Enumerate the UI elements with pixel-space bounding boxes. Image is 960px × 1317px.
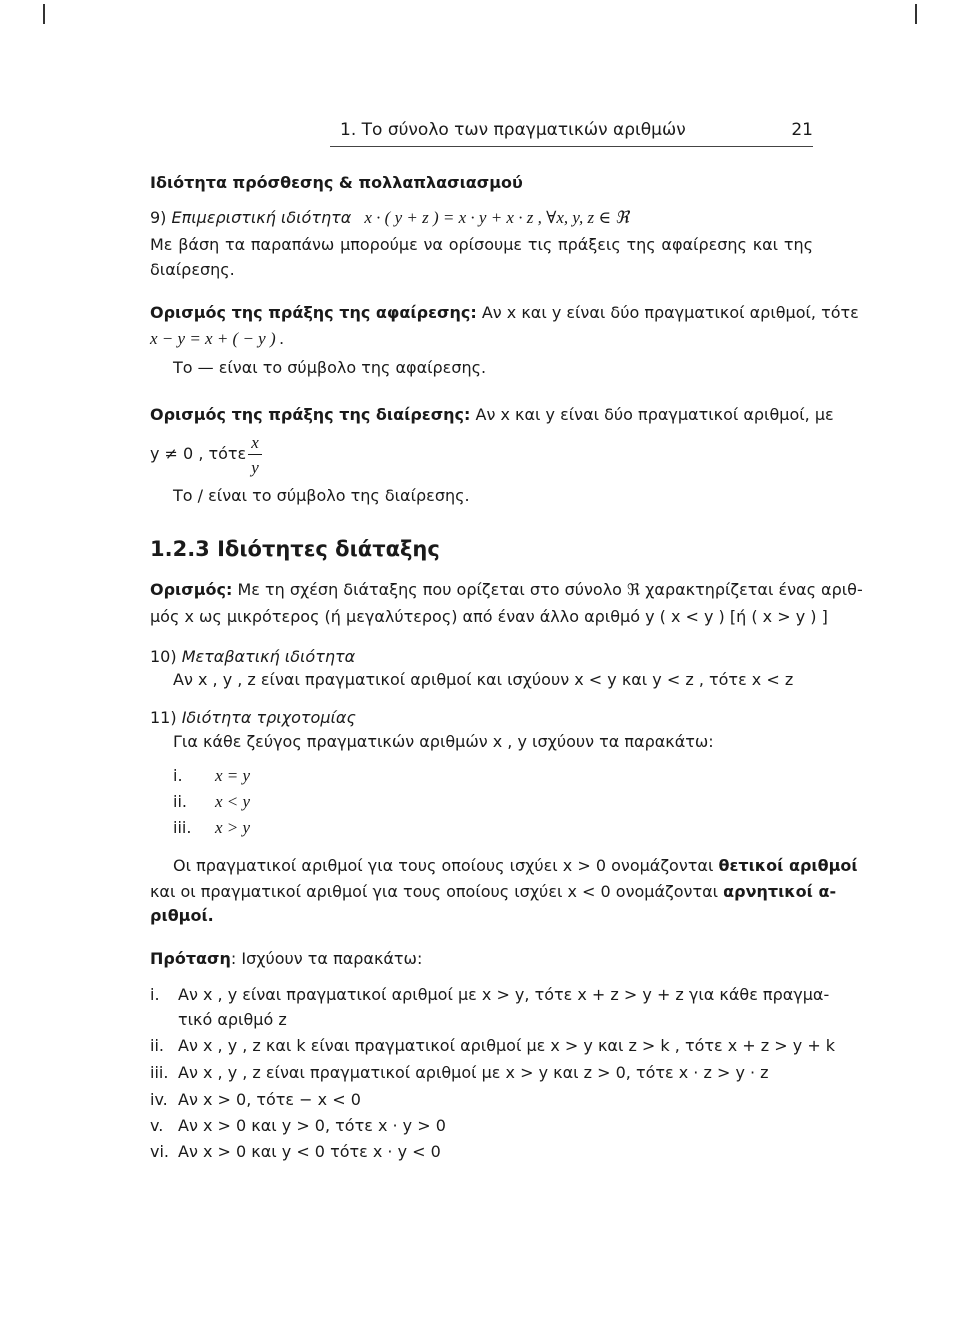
property-name: Επιμεριστική ιδιότητα	[171, 208, 352, 227]
list-item	[173, 766, 250, 786]
item-text: Αν x , y , z είναι πραγματικοί αριθμοί με x > y και z > 0, τότε x · z > y · z	[178, 1063, 769, 1082]
definition-term: Ορισμός της πράξης της διαίρεσης:	[150, 405, 471, 424]
item-text: Αν x , y , z και k είναι πραγματικοί αριθμοί με x > y και z > k , τότε x + z > y + k	[178, 1036, 836, 1055]
item-expression: x < y	[215, 792, 251, 811]
definition-text: Αν x και y είναι δύο πραγματικοί αριθμοί, με	[475, 405, 834, 424]
fraction-bar	[248, 454, 262, 455]
property-name: Μεταβατική ιδιότητα	[181, 647, 356, 666]
subtraction-note: Το — είναι το σύμβολο της αφαίρεσης.	[173, 358, 487, 377]
positive-numbers-line	[173, 856, 858, 875]
sentence-text: Οι πραγματικοί αριθμοί για τους οποίους ισχύει x > 0 ονομάζονται	[173, 856, 719, 875]
item-label: iv.	[150, 1090, 168, 1109]
item-label: i.	[150, 985, 160, 1004]
distributive-formula: x · ( y + z ) = x · y + x · z , ∀x, y, z ∈ ℜ	[364, 208, 630, 227]
property-10	[150, 647, 355, 666]
crop-marks	[0, 0, 960, 60]
definition-term: Ορισμός της πράξης της αφαίρεσης:	[150, 303, 477, 322]
subheading: Ιδιότητα πρόσθεσης & πολλαπλασιασμού	[150, 173, 523, 192]
item-number: 9)	[150, 208, 167, 227]
item-number: 11)	[150, 708, 177, 727]
fraction-numerator: x	[251, 433, 259, 452]
definition-text: Με τη σχέση διάταξης που ορίζεται στο σύνολο ℜ χαρακτηρίζεται ένας αριθ-	[237, 580, 863, 599]
item-label: ii.	[150, 1036, 164, 1055]
proposition-item-cont: τικό αριθμό z	[178, 1010, 287, 1029]
proposition-item	[150, 1063, 769, 1082]
proposition-item	[150, 1090, 361, 1109]
order-definition	[150, 580, 863, 599]
section-heading: 1.2.3 Ιδιότητες διάταξης	[150, 537, 440, 561]
item-label: ii.	[173, 792, 187, 811]
item-text: Αν x > 0 και y > 0, τότε x · y > 0	[178, 1116, 446, 1135]
subtraction-definition	[150, 303, 859, 322]
division-definition	[150, 405, 834, 424]
proposition-item	[150, 1142, 441, 1161]
paragraph-line: διαίρεσης.	[150, 260, 235, 279]
division-condition: y ≠ 0 , τότε	[150, 444, 247, 463]
item-label: iii.	[173, 818, 192, 837]
item-text: Αν x > 0, τότε − x < 0	[178, 1090, 361, 1109]
header-rule	[330, 146, 813, 147]
item-text: Αν x > 0 και y < 0 τότε x · y < 0	[178, 1142, 441, 1161]
proposition-item	[150, 985, 829, 1004]
proposition-item	[150, 1036, 835, 1055]
item-expression: x > y	[215, 818, 251, 837]
list-item	[173, 792, 250, 812]
trichotomy-statement: Για κάθε ζεύγος πραγματικών αριθμών x , y ισχύουν τα παρακάτω:	[173, 732, 714, 751]
proposition-item	[150, 1116, 446, 1135]
property-9	[150, 208, 629, 228]
running-header	[340, 120, 813, 140]
definition-text: Αν x και y είναι δύο πραγματικοί αριθμοί, τότε	[481, 303, 859, 322]
list-item	[173, 818, 250, 838]
definition-term: Ορισμός:	[150, 580, 233, 599]
item-label: vi.	[150, 1142, 169, 1161]
proposition-term: Πρόταση	[150, 949, 231, 968]
transitive-statement: Αν x , y , z είναι πραγματικοί αριθμοί και ισχύουν x < y και y < z , τότε x < z	[173, 670, 794, 689]
page-number: 21	[791, 120, 813, 140]
item-number: 10)	[150, 647, 177, 666]
bold-term: αρνητικοί α-	[723, 882, 837, 901]
fraction-denominator: y	[251, 458, 259, 477]
item-label: i.	[173, 766, 183, 785]
chapter-title: 1. Το σύνολο των πραγματικών αριθμών	[340, 120, 686, 140]
property-11	[150, 708, 356, 727]
item-expression: x = y	[215, 766, 251, 785]
order-definition-cont: μός x ως μικρότερος (ή μεγαλύτερος) από έναν άλλο αριθμό y ( x < y ) [ή ( x > y ) ]	[150, 607, 828, 626]
bold-term: θετικοί αριθμοί	[718, 856, 858, 875]
sentence-text: και οι πραγματικοί αριθμοί για τους οποίους ισχύει x < 0 ονομάζονται	[150, 882, 724, 901]
item-label: v.	[150, 1116, 164, 1135]
division-note: Το / είναι το σύμβολο της διαίρεσης.	[173, 486, 470, 505]
division-fraction	[248, 433, 262, 478]
property-name: Ιδιότητα τριχοτομίας	[181, 708, 356, 727]
proposition-heading	[150, 949, 422, 968]
negative-numbers-cont: ριθμοί.	[150, 906, 214, 925]
item-label: iii.	[150, 1063, 169, 1082]
paragraph-line: Με βάση τα παραπάνω μπορούμε να ορίσουμε τις πράξεις της αφαίρεσης και της	[150, 235, 813, 254]
subtraction-formula: x − y = x + ( − y ) .	[150, 329, 285, 348]
proposition-text: : Ισχύουν τα παρακάτω:	[230, 949, 423, 968]
item-text: Αν x , y είναι πραγματικοί αριθμοί με x > y, τότε x + z > y + z για κάθε πραγμα-	[178, 985, 830, 1004]
negative-numbers-line	[150, 882, 836, 901]
